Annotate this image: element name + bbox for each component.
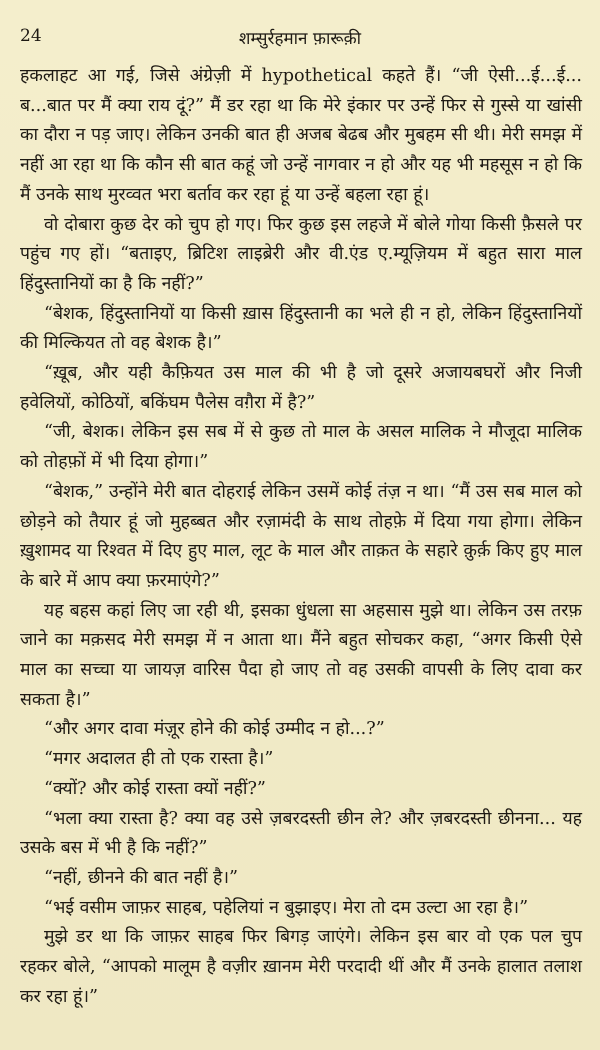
paragraph: “बेशक,” उन्होंने मेरी बात दोहराई लेकिन उसमें कोई तंज़ न था। “मैं उस सब माल को छोड़ने को तैयार हूं जो मुहब्बत और रज़ामंदी के साथ तोहफ़े में दिया गया होगा। लेकिन ख़ुशामद या रिश्वत में दिए हुए माल, लूट के माल और ताक़त के सहारे क़ुर्क़ किए हुए माल के बारे में आप क्या फ़रमाएंगे?”: [20, 481, 582, 591]
paragraph: “भई वसीम जाफ़र साहब, पहेलियां न बुझाइए। मेरा तो दम उल्टा आ रहा है।”: [44, 897, 529, 918]
paragraph: “जी, बेशक। लेकिन इस सब में से कुछ तो माल के असल मालिक ने मौजूदा मालिक को तोहफ़ों में भी दिया होगा।”: [20, 422, 582, 473]
paragraph: यह बहस कहां लिए जा रही थी, इसका धुंधला सा अहसास मुझे था। लेकिन उस तरफ़ जाने का मक़सद मेरी समझ में न आता था। मैंने बहुत सोचकर कहा, “अगर किसी ऐसे माल का सच्चा या जायज़ वारिस पैदा हो जाए तो वह उसकी वापसी के लिए दावा कर सकता है।”: [20, 600, 582, 710]
paragraph: “ख़ूब, और यही कैफ़ियत उस माल की भी है जो दूसरे अजायबघरों और निजी हवेलियों, कोठियों, बकिंघम पैलेस वग़ैरा में है?”: [20, 363, 582, 413]
paragraph: “नहीं, छीनने की बात नहीं है।”: [44, 867, 239, 888]
page-number: 24: [20, 26, 42, 46]
paragraph: हकलाहट आ गई, जिसे अंग्रेज़ी में hypothetical कहते हैं। “जी ऐसी...ई...ई... ब...बात पर मैं क्या राय दूं?” मैं डर रहा था कि मेरे इंकार पर उन्हें फिर से गुस्से या खांसी का दौरा न पड़ जाए। लेकिन उनकी बात ही अजब बेढब और मुबहम सी थी। मेरी समझ में नहीं आ रहा था कि कौन सी बात कहूं जो उन्हें नागवार न हो और यह भी महसूस न हो कि मैं उनके साथ मुरव्वत भरा बर्ताव कर रहा हूं या उन्हें बहला रहा हूं।: [20, 66, 582, 205]
paragraph: “बेशक, हिंदुस्तानियों या किसी ख़ास हिंदुस्तानी का भले ही न हो, लेकिन हिंदुस्तानियों की मिल्कियत तो वह बेशक है।”: [20, 303, 582, 354]
paragraph: “क्यों? और कोई रास्ता क्यों नहीं?”: [44, 778, 266, 799]
paragraph: वो दोबारा कुछ देर को चुप हो गए। फिर कुछ इस लहजे में बोले गोया किसी फ़ैसले पर पहुंच गए हों। “बताइए, ब्रिटिश लाइब्रेरी और वी.एंड ए.म्यूज़ियम में बहुत सारा माल हिंदुस्तानियों का है कि नहीं?”: [20, 214, 582, 294]
page-header: [20, 26, 580, 52]
running-title: शम्सुर्रहमान फ़ारूक़ी: [238, 29, 362, 49]
paragraph: मुझे डर था कि जाफ़र साहब फिर बिगड़ जाएंगे। लेकिन इस बार वो एक पल चुप रहकर बोले, “आपको मालूम है वज़ीर ख़ानम मेरी परदादी थीं और मैं उनके हालात तलाश कर रहा हूं।”: [20, 927, 582, 1007]
body-text: [20, 62, 582, 1013]
paragraph: “मगर अदालत ही तो एक रास्ता है।”: [44, 749, 274, 770]
paragraph: “और अगर दावा मंज़ूर होने की कोई उम्मीद न हो...?”: [44, 719, 385, 740]
paragraph: “भला क्या रास्ता है? क्या वह उसे ज़बरदस्ती छीन ले? और ज़बरदस्ती छीनना... यह उसके बस में भी है कि नहीं?”: [20, 808, 582, 859]
